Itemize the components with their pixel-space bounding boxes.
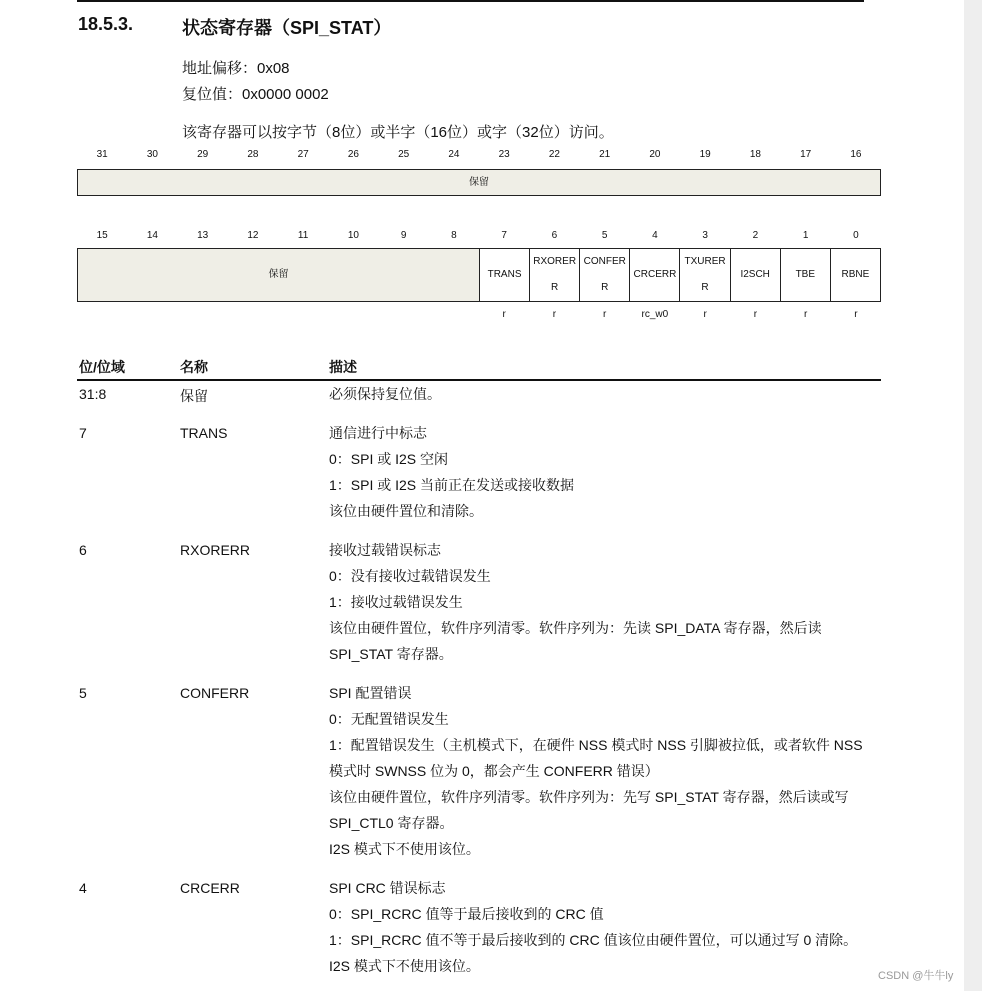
access-type: r [854,309,858,320]
bit-number: 2 [752,230,759,241]
bit-number: 9 [400,230,407,241]
field-i2sch: I2SCH [730,249,780,301]
bit-number: 28 [247,149,259,160]
field-tbe: TBE [780,249,830,301]
row-name: RXORERR [180,542,251,558]
section-title: 状态寄存器（SPI_STAT） [182,18,392,38]
row-bit: 4 [79,880,87,896]
bit-number: 12 [247,230,259,241]
bit-number: 14 [146,230,158,241]
bit-number: 7 [501,230,507,241]
bit-number: 10 [347,230,359,241]
row-bit: 31:8 [79,386,107,402]
upper-bit-numbers [77,149,881,163]
row-desc: 通信进行中标志 0：SPI 或 I2S 空闲 1：SPI 或 I2S 当前正在发送或接收数据 该位由硬件置位和清除。 [329,425,575,519]
bit-number: 11 [297,230,309,241]
bit-number: 13 [197,230,209,241]
bit-number: 22 [548,149,560,160]
bit-number: 21 [599,149,611,160]
access-type: r [803,309,808,320]
access-type: rc_w0 [641,309,669,320]
bit-number: 25 [398,149,410,160]
field-trans: TRANS [479,249,529,301]
access-type: r [502,309,506,320]
lower-bit-numbers [77,230,881,244]
watermark: CSDN @牛牛ly [878,970,954,982]
row-desc: SPI CRC 错误标志 0：SPI_RCRC 值等于最后接收到的 CRC 值 1：SPI_RCRC 值不等于最后接收到的 CRC 值该位由硬件置位，可以通过写 0 清除。 I2S 模式下不使用该位。 [329,880,858,974]
row-desc: 必须保持复位值。 [329,386,441,402]
scrollbar-track[interactable] [964,0,982,991]
bit-number: 29 [197,149,209,160]
access-types [77,309,881,323]
table-header-bit: 位/位域 [79,359,125,375]
bit-number: 26 [347,149,359,160]
bit-number: 31 [96,149,108,160]
field-crcerr: CRCERR [629,249,679,301]
field-rbne: RBNE [830,249,880,301]
bit-number: 18 [749,149,761,160]
bit-number: 6 [551,230,558,241]
bit-number: 24 [448,149,460,160]
bit-number: 1 [802,230,809,241]
bit-number: 17 [800,149,812,160]
row-desc: 接收过载错误标志 0：没有接收过载错误发生 1：接收过载错误发生 该位由硬件置位，软件序列清零。软件序列为：先读 SPI_DATA 寄存器，然后读 SPI_STAT 寄存器。 [329,542,822,662]
bit-number: 8 [451,230,457,241]
row-name: TRANS [180,425,228,441]
row-bit: 6 [79,542,87,558]
access-type: r [552,309,557,320]
row-bit: 7 [79,425,87,441]
field-rxorerr: RXORER R [529,249,579,301]
row-name: CRCERR [180,880,240,896]
bit-number: 23 [498,149,510,160]
top-rule [77,0,864,2]
bit-number: 5 [601,230,608,241]
field-txurerr: TXURER R [679,249,729,301]
reset-value: 复位值：0x0000 0002 [182,86,329,103]
bit-number: 27 [297,149,309,160]
bit-number: 15 [96,230,108,241]
bit-number: 30 [146,149,158,160]
row-bit: 5 [79,685,87,701]
access-type: r [753,309,758,320]
upper-reserved-field: 保留 [78,170,880,195]
access-note: 该寄存器可以按字节（8位）或半字（16位）或字（32位）访问。 [182,124,614,141]
section-number: 18.5.3. [78,14,134,34]
access-type: r [703,309,707,320]
bit-number: 16 [850,149,862,160]
lower-register-row [77,248,881,302]
address-offset: 地址偏移：0x08 [182,60,290,77]
field-conferr: CONFER R [579,249,629,301]
row-name: CONFERR [180,685,250,701]
bit-number: 3 [702,230,708,241]
lower-reserved-field: 保留 [78,249,479,301]
bit-number: 0 [853,230,859,241]
table-header-name: 名称 [180,359,208,375]
bit-number: 20 [649,149,661,160]
upper-register-row [77,169,881,196]
access-type: r [602,309,607,320]
row-name: 保留 [180,388,208,404]
bit-number: 19 [699,149,711,160]
table-header-desc: 描述 [329,359,357,375]
row-desc: SPI 配置错误 0：无配置错误发生 1：配置错误发生（主机模式下，在硬件 NSS 模式时 NSS 引脚被拉低，或者软件 NSS 模式时 SWNSS 位为 0，都会产生 CONFERR 错误） 该位由硬件置位，软件序列清零。软件序列为：先写 SPI_STAT 寄存器，然后读或写 SPI_CTL0 寄存器。 I2S 模式下不使用该位。 [329,685,863,857]
bit-number: 4 [652,230,658,241]
